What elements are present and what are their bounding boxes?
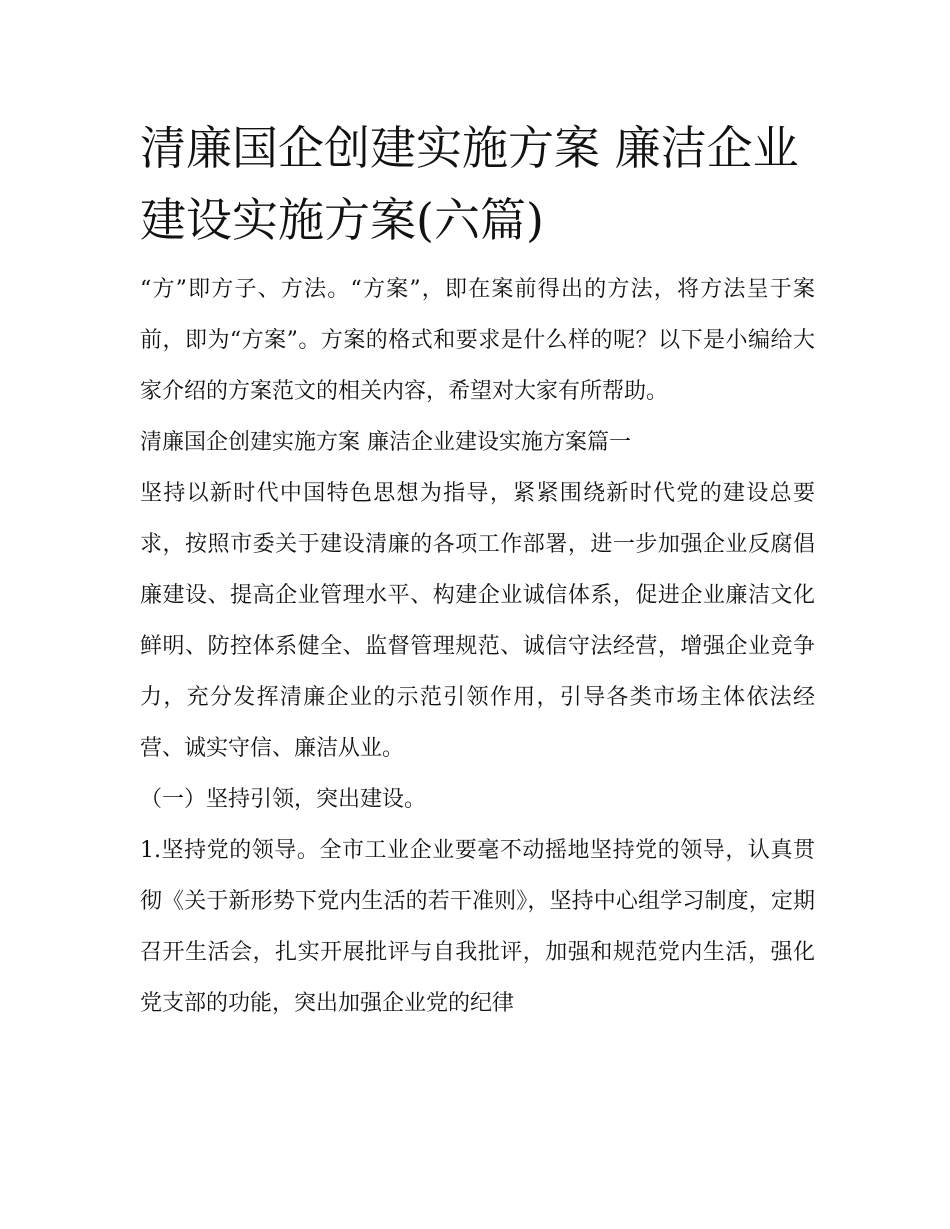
subheading: （一）坚持引领，突出建设。	[140, 787, 427, 812]
document-title: 清廉国企创建实施方案 廉洁企业建设实施方案(六篇)	[140, 121, 799, 247]
intro-paragraph: “方”即方子、方法。“方案”，即在案前得出的方法，将方法呈于案前，即为“方案”。方案的格式和要求是什么样的呢？以下是小编给大家介绍的方案范文的相关内容，希望对大家有所帮助。	[140, 277, 815, 404]
section-body-paragraph: 坚持以新时代中国特色思想为指导，紧紧围绕新时代党的建设总要求，按照市委关于建设清廉的各项工作部署，进一步加强企业反腐倡廉建设、提高企业管理水平、构建企业诚信体系，促进企业廉洁文化鲜明、防控体系健全、监督管理规范、诚信守法经营，增强企业竞争力，充分发挥清廉企业的示范引领作用，引导各类市场主体依法经营、诚实守信、廉洁从业。	[140, 481, 815, 761]
section-heading: 清廉国企创建实施方案 廉洁企业建设实施方案篇一	[140, 430, 631, 455]
document-content	[140, 112, 815, 1029]
item-1-paragraph: 1.坚持党的领导。全市工业企业要毫不动摇地坚持党的领导，认真贯彻《关于新形势下党内生活的若干准则》，坚持中心组学习制度，定期召开生活会，扎实开展批评与自我批评，加强和规范党内生活，强化党支部的功能，突出加强企业党的纪律	[140, 838, 815, 1016]
